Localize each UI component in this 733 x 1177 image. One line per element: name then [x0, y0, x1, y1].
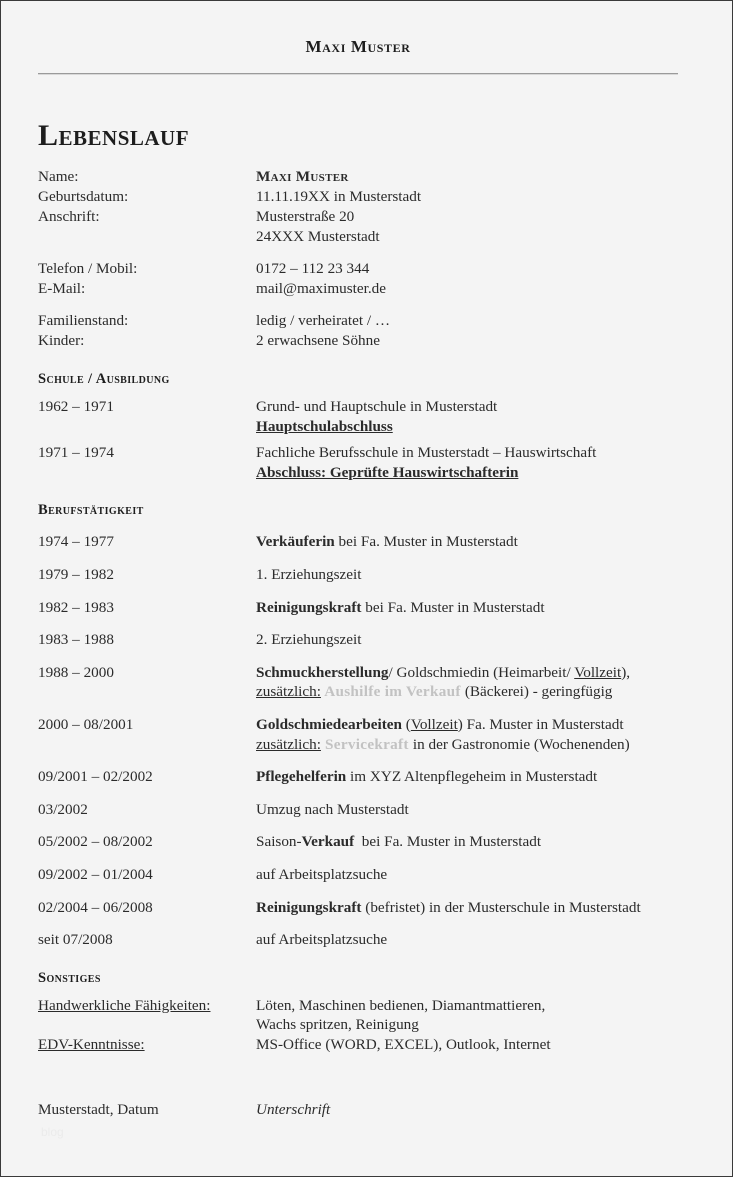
work-role-rest: bei Fa. Muster in Musterstadt: [334, 533, 518, 551]
page-title: Maxi Muster: [305, 37, 411, 56]
other-row: [38, 996, 678, 1016]
work-block: [38, 532, 678, 949]
personal-value: 24XXX Musterstadt: [256, 228, 380, 245]
education-block: [38, 397, 678, 482]
personal-value: ledig / verheiratet / …: [256, 312, 391, 329]
work-additional-role: Servicekraft: [320, 735, 413, 753]
other-value: MS-Office (WORD, EXCEL), Outlook, Internet: [256, 1035, 551, 1053]
work-additional-role: Aushilfe im Verkauf: [320, 683, 465, 701]
other-row: [38, 1015, 678, 1035]
work-period: 02/2004 – 06/2008: [38, 898, 153, 916]
work-period: 1983 – 1988: [38, 631, 114, 649]
personal-details-block: [38, 167, 678, 351]
work-entry: [38, 767, 678, 787]
work-entry: [38, 832, 678, 852]
work-role-rest: Umzug nach Musterstadt: [256, 800, 409, 818]
personal-value: Musterstraße 20: [256, 208, 355, 225]
education-institution: Grund- und Hauptschule in Musterstadt: [256, 398, 498, 415]
other-label: EDV-Kenntnisse:: [38, 1035, 145, 1053]
work-entry: [38, 630, 678, 650]
education-detail: [256, 397, 678, 436]
main-heading: Lebenslauf: [38, 119, 190, 152]
work-detail: [256, 663, 678, 702]
work-detail: [256, 630, 678, 650]
work-role-mid: / Goldschmiedin (Heimarbeit/: [388, 663, 575, 681]
work-role-rest: 1. Erziehungszeit: [256, 565, 362, 583]
personal-row: [38, 227, 678, 247]
work-additional-label: zusätzlich:: [256, 683, 321, 701]
work-employment-type: Vollzeit: [410, 715, 458, 733]
education-detail: [256, 443, 678, 482]
work-role-rest: auf Arbeitsplatzsuche: [256, 865, 388, 883]
personal-row: [38, 167, 678, 187]
signature-row: [38, 1100, 678, 1120]
work-detail: [256, 767, 678, 787]
work-role-rest: (befristet) in der Musterschule in Musterstadt: [361, 898, 641, 916]
personal-label: E-Mail:: [38, 280, 86, 297]
work-role: Schmuckherstellung: [256, 663, 389, 681]
signature-label: Unterschrift: [256, 1101, 331, 1119]
education-entry: [38, 443, 678, 482]
work-role: Goldschmiedearbeiten: [256, 715, 402, 733]
work-role-rest: im XYZ Altenpflegeheim in Musterstadt: [346, 768, 598, 786]
education-institution: Fachliche Berufsschule in Musterstadt – Hauswirtschaft: [256, 444, 597, 462]
work-entry: [38, 565, 678, 585]
work-role: Verkauf: [301, 833, 355, 851]
work-detail: [256, 532, 678, 552]
other-label: Handwerkliche Fähigkeiten:: [38, 996, 211, 1014]
work-period: 2000 – 08/2001: [38, 715, 134, 733]
education-qualification: Abschluss: Geprüfte Hauswirtschafterin: [256, 463, 519, 481]
work-detail: [256, 715, 678, 754]
section-heading-education: Schule / Ausbildung: [38, 371, 170, 387]
work-entry: [38, 800, 678, 820]
personal-value: 11.11.19XX in Musterstadt: [256, 188, 422, 205]
work-entry: [38, 663, 678, 702]
work-role-rest: auf Arbeitsplatzsuche: [256, 931, 388, 949]
work-detail: [256, 800, 678, 820]
personal-value: 2 erwachsene Söhne: [256, 332, 380, 349]
work-period: 1974 – 1977: [38, 533, 114, 551]
work-detail-line-1: [256, 715, 678, 735]
personal-row: [38, 331, 678, 351]
section-heading-work: Berufstätigkeit: [38, 502, 144, 519]
section-heading-other: Sonstiges: [38, 969, 101, 986]
work-detail-line-2: [256, 682, 678, 702]
work-additional-rest: in der Gastronomie (Wochenenden): [412, 735, 630, 753]
personal-label: Anschrift:: [38, 208, 100, 225]
work-period: 03/2002: [38, 800, 88, 818]
work-period: 09/2001 – 02/2002: [38, 768, 153, 786]
work-detail: [256, 898, 678, 918]
work-period: 1979 – 1982: [38, 565, 114, 583]
signature-place-date: Musterstadt, Datum: [38, 1101, 159, 1119]
work-entry: [38, 715, 678, 754]
other-row: [38, 1035, 678, 1055]
work-additional-rest: (Bäckerei) - geringfügig: [464, 683, 613, 701]
personal-value: Maxi Muster: [256, 168, 349, 185]
work-entry: [38, 532, 678, 552]
work-employment-type: Vollzeit: [574, 663, 622, 681]
work-role-pre: Saison-: [256, 833, 302, 851]
watermark: blog: [41, 1125, 64, 1139]
education-period: 1962 – 1971: [38, 398, 114, 415]
other-block: [38, 996, 678, 1055]
work-entry: [38, 930, 678, 950]
work-role-rest: bei Fa. Muster in Musterstadt: [354, 833, 542, 851]
work-period: 1982 – 1983: [38, 598, 114, 616]
work-detail-line-2: [256, 735, 678, 755]
work-detail-line-1: [256, 663, 678, 683]
personal-row: [38, 187, 678, 207]
work-period: 1988 – 2000: [38, 663, 114, 681]
personal-label: Familienstand:: [38, 312, 129, 329]
work-role-end: ) Fa. Muster in Musterstadt: [457, 715, 624, 733]
work-additional-label: zusätzlich:: [256, 735, 321, 753]
page-content: [38, 1, 678, 1120]
other-value: Wachs spritzen, Reinigung: [256, 1016, 419, 1034]
work-role: Verkäuferin: [256, 533, 335, 551]
personal-row: [38, 259, 678, 279]
work-entry: [38, 865, 678, 885]
work-role-rest: 2. Erziehungszeit: [256, 631, 362, 649]
work-detail: [256, 865, 678, 885]
work-period: seit 07/2008: [38, 931, 113, 949]
work-entry: [38, 898, 678, 918]
personal-row: [38, 279, 678, 299]
personal-row: [38, 311, 678, 331]
work-detail: [256, 832, 678, 852]
education-period: 1971 – 1974: [38, 444, 114, 462]
work-period: 05/2002 – 08/2002: [38, 833, 153, 851]
work-role: Reinigungskraft: [256, 598, 362, 616]
personal-label: Name:: [38, 168, 79, 185]
header-divider: [38, 73, 678, 75]
education-qualification: Hauptschulabschluss: [256, 417, 393, 435]
work-role-rest: bei Fa. Muster in Musterstadt: [361, 598, 545, 616]
personal-label: Geburtsdatum:: [38, 188, 129, 205]
education-entry: [38, 397, 678, 436]
work-role: Reinigungskraft: [256, 898, 362, 916]
other-value: Löten, Maschinen bedienen, Diamantmattieren,: [256, 996, 546, 1014]
work-role-end: ),: [621, 663, 631, 681]
work-detail: [256, 565, 678, 585]
work-detail: [256, 598, 678, 618]
personal-label: Kinder:: [38, 332, 85, 349]
work-role-mid: (: [401, 715, 411, 733]
work-entry: [38, 598, 678, 618]
personal-value: 0172 – 112 23 344: [256, 260, 370, 277]
work-role: Pflegehelferin: [256, 768, 347, 786]
personal-row: [38, 207, 678, 227]
work-period: 09/2002 – 01/2004: [38, 865, 153, 883]
personal-value: mail@maximuster.de: [256, 280, 386, 297]
personal-label: Telefon / Mobil:: [38, 260, 138, 277]
work-detail: [256, 930, 678, 950]
